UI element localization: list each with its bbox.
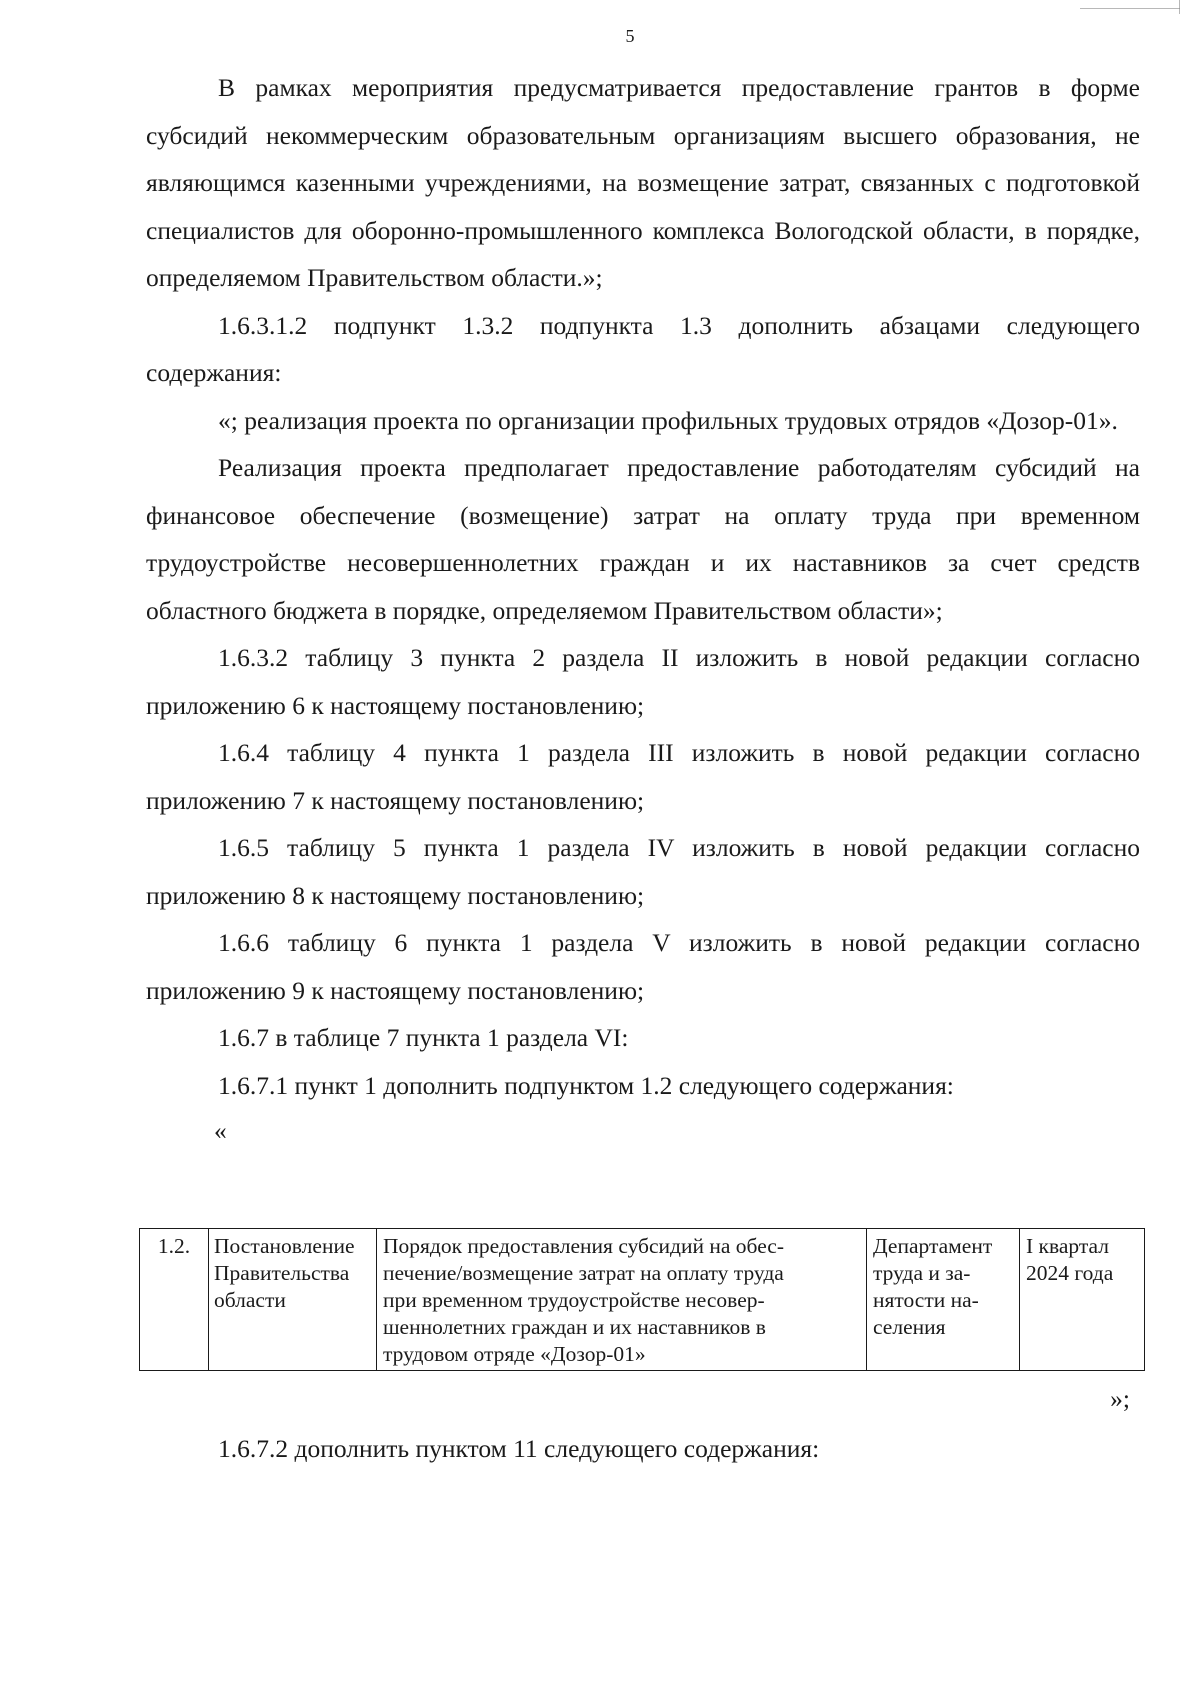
cell-line: Порядок предоставления субсидий на обес- [383,1234,784,1258]
cell-term [1020,1229,1145,1371]
paragraph-last: 1.6.7.2 дополнить пунктом 11 следующего содержания: [218,1434,820,1463]
page-number: 5 [625,26,635,46]
paragraph: Реализация проекта предполагает предоставление работодателям субсидий на финансовое обеспечение (возмещение) затрат на оплату труда при временном трудоустройстве несовершеннолетних граждан и их наставников за счет средств областного бюджета в порядке, определяемом Правительством области»; [146,453,1140,625]
paragraph: 1.6.6 таблицу 6 пункта 1 раздела V изложить в новой редакции согласно приложению 9 к настоящему постановлению; [146,928,1140,1005]
paragraph: 1.6.7.1 пункт 1 дополнить подпунктом 1.2 следующего содержания: [218,1070,954,1100]
quote-close-mark: »; [1110,1384,1130,1413]
cell-line: 2024 года [1026,1261,1114,1285]
cell-description [377,1229,867,1371]
cell-line: Постановление [214,1234,355,1258]
cell-line: области [214,1288,286,1312]
table-row [140,1229,1145,1371]
quote-open-mark: « [214,1116,227,1145]
cell-line: шеннолетних граждан и их наставников в [383,1315,766,1339]
cell-line: печение/возмещение затрат на оплату труда [383,1261,784,1285]
cell-document [209,1229,377,1371]
cell-line: селения [873,1315,946,1339]
paragraph: 1.6.4 таблицу 4 пункта 1 раздела III изложить в новой редакции согласно приложению 7 к настоящему постановлению; [146,738,1140,815]
paragraph: 1.6.3.2 таблицу 3 пункта 2 раздела II изложить в новой редакции согласно приложению 6 к настоящему постановлению; [146,643,1140,720]
cell-line: I квартал [1026,1234,1109,1258]
paragraph: В рамках мероприятия предусматривается предоставление грантов в форме субсидий некоммерческим образовательным организациям высшего образования, не являющимся казенными учреждениями, на возмещение затрат, связанных с подготовкой специалистов для оборонно-промышленного комплекса Вологодской области, в порядке, определяемом Правительством области.»; [146,73,1140,292]
cell-department [867,1229,1020,1371]
cell-line: труда и за- [873,1261,971,1285]
scan-corner-mark [1080,0,1180,9]
cell-line: при временном трудоустройстве несовер- [383,1288,765,1312]
cell-line: нятости на- [873,1288,979,1312]
cell-line: Департамент [873,1234,993,1258]
paragraph: 1.6.7 в таблице 7 пункта 1 раздела VI: [218,1023,629,1052]
scan-corner-tick [1179,0,1180,14]
paragraph: 1.6.5 таблицу 5 пункта 1 раздела IV изложить в новой редакции согласно приложению 8 к настоящему постановлению; [146,833,1140,910]
document-body [146,64,1140,1151]
cell-number: 1.2. [140,1229,209,1371]
cell-line: трудовом отряде «Дозор-01» [383,1342,646,1366]
paragraph: «; реализация проекта по организации профильных трудовых отрядов «Дозор-01». [218,405,1118,435]
paragraph: 1.6.3.1.2 подпункт 1.3.2 подпункта 1.3 дополнить абзацами следующего содержания: [146,310,1140,387]
cell-line: Правительства [214,1261,350,1285]
amendment-table [139,1228,1145,1371]
